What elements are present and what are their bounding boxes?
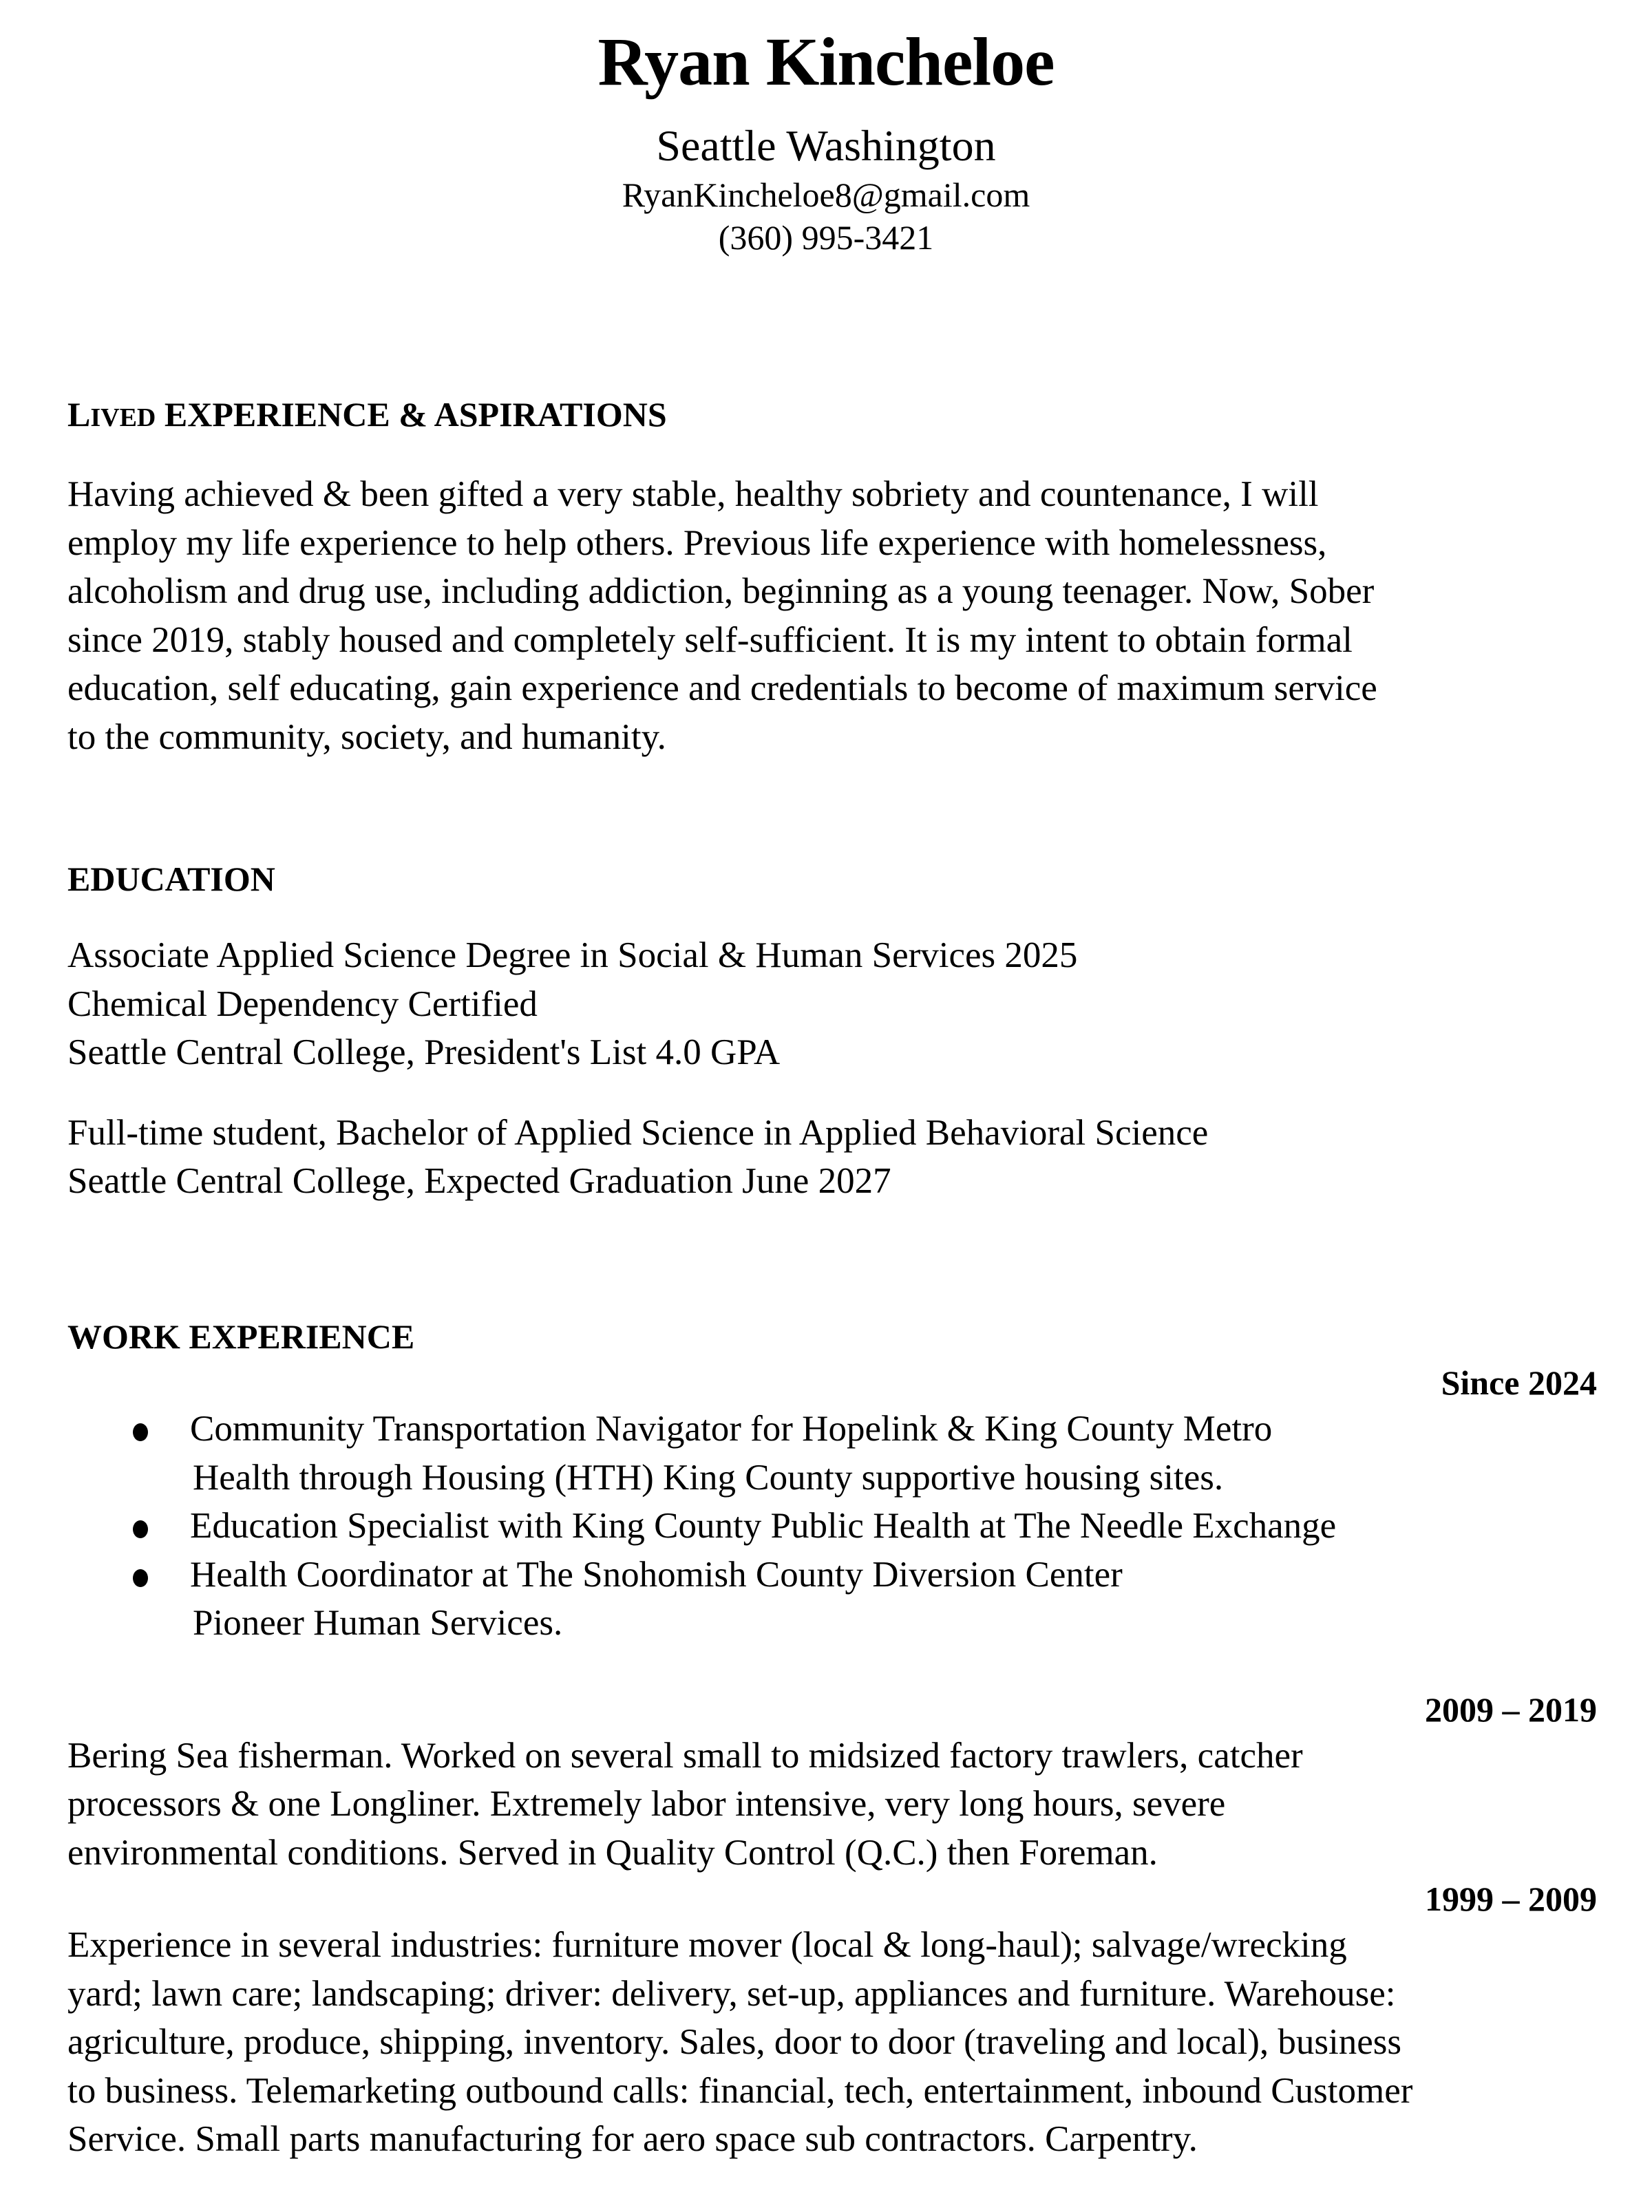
bullet-line: Community Transportation Navigator for Hopelink & King County Metro	[190, 1409, 1273, 1449]
education-line: Seattle Central College, Expected Graduation June 2027	[67, 1161, 891, 1201]
job-description	[67, 1732, 1597, 1878]
job-description-line: agriculture, produce, shipping, inventory. Sales, door to door (traveling and local), business	[67, 2022, 1401, 2062]
job-description-line: environmental conditions. Served in Quality Control (Q.C.) then Foreman.	[67, 1832, 1158, 1873]
bullet-icon	[133, 1569, 148, 1587]
job-description-line: Bering Sea fisherman. Worked on several small to midsized factory trawlers, catcher	[67, 1735, 1303, 1776]
candidate-email: RyanKincheloe8@gmail.com	[622, 176, 1030, 214]
candidate-phone: (360) 995-3421	[718, 218, 934, 257]
paragraph-line: employ my life experience to help others. Previous life experience with homelessness,	[67, 522, 1327, 563]
section-work-experience	[67, 1316, 1597, 2164]
education-line: Seattle Central College, President's List 4.0 GPA	[67, 1032, 781, 1072]
education-line: Associate Applied Science Degree in Social & Human Services 2025	[67, 935, 1078, 975]
bullet-line: Education Specialist with King County Public Health at The Needle Exchange	[190, 1506, 1337, 1546]
paragraph-line: since 2019, stably housed and completely self-sufficient. It is my intent to obtain formal	[67, 619, 1353, 660]
section-lived-experience	[67, 394, 1597, 761]
bullet-line: Pioneer Human Services.	[193, 1603, 563, 1643]
paragraph-line: alcoholism and drug use, including addiction, beginning as a young teenager. Now, Sober	[67, 571, 1375, 611]
education-entry	[67, 931, 1597, 1077]
section-heading-lived-experience	[67, 394, 1597, 438]
bullet-icon	[133, 1520, 148, 1538]
job-description-line: Service. Small parts manufacturing for aero space sub contractors. Carpentry.	[67, 2119, 1198, 2159]
job-dates: Since 2024	[1441, 1363, 1597, 1402]
job-dates: 2009 – 2019	[1425, 1690, 1597, 1729]
paragraph-line: to the community, society, and humanity.	[67, 716, 666, 757]
education-line: Full-time student, Bachelor of Applied Science in Applied Behavioral Science	[67, 1112, 1209, 1153]
education-line: Chemical Dependency Certified	[67, 983, 538, 1024]
job-description	[67, 1921, 1597, 2164]
bullet-line: Health Coordinator at The Snohomish County Diversion Center	[190, 1554, 1123, 1595]
job-description-line: Experience in several industries: furniture mover (local & long-haul); salvage/wrecking	[67, 1925, 1347, 1965]
heading-rest: EXPERIENCE & ASPIRATIONS	[156, 395, 667, 434]
candidate-location: Seattle Washington	[656, 121, 996, 170]
job-bullet-list	[67, 1405, 1597, 1648]
job-bullet	[67, 1502, 1597, 1551]
education-entry	[67, 1109, 1597, 1206]
job-description-line: processors & one Longliner. Extremely labor intensive, very long hours, severe	[67, 1784, 1226, 1824]
job-description-line: yard; lawn care; landscaping; driver: delivery, set-up, appliances and furniture. Warehouse:	[67, 1973, 1396, 2014]
candidate-name: Ryan Kincheloe	[597, 23, 1055, 100]
section-heading-education: EDUCATION	[67, 860, 275, 898]
section-heading-work-experience: WORK EXPERIENCE	[67, 1317, 415, 1356]
heading-small-caps: IVED	[90, 403, 156, 432]
resume-header	[0, 21, 1652, 259]
job-description-line: to business. Telemarketing outbound calls: financial, tech, entertainment, inbound Customer	[67, 2070, 1413, 2111]
bullet-icon	[133, 1423, 148, 1441]
lived-experience-paragraph	[67, 470, 1597, 761]
heading-initial: L	[67, 395, 91, 434]
job-bullet	[67, 1551, 1597, 1648]
bullet-line: Health through Housing (HTH) King County supportive housing sites.	[193, 1457, 1224, 1498]
job-dates: 1999 – 2009	[1425, 1880, 1597, 1918]
paragraph-line: education, self educating, gain experience and credentials to become of maximum service	[67, 668, 1377, 708]
job-bullet	[67, 1405, 1597, 1502]
section-education	[67, 858, 1597, 1206]
paragraph-line: Having achieved & been gifted a very stable, healthy sobriety and countenance, I will	[67, 474, 1319, 514]
